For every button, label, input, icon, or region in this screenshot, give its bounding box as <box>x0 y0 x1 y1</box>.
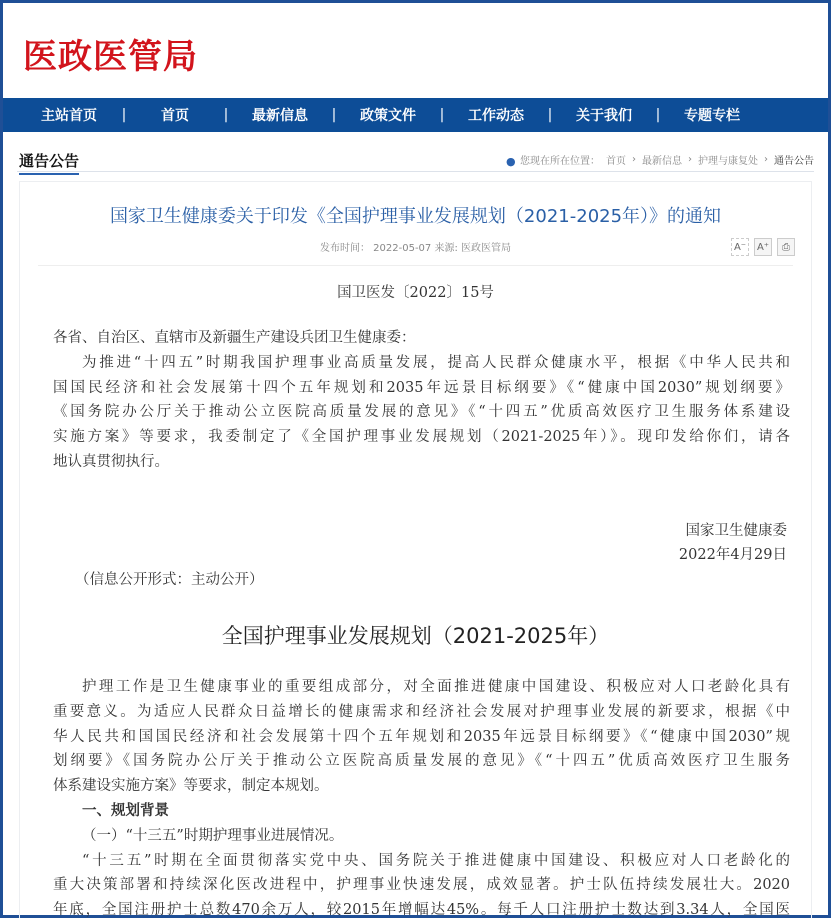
notice-body <box>53 326 790 475</box>
plan-body <box>53 675 790 918</box>
body-line: 重要意义。为适应人民群众日益增长的健康需求和经济社会发展对护理事业发展的新要求，根据《中 <box>53 703 790 720</box>
article-meta: 发布时间： 2022-05-07 来源: 医政医管局 <box>319 243 512 254</box>
body-line: 体系建设实施方案》等要求，制定本规划。 <box>53 778 329 795</box>
chevron-right-icon: › <box>632 154 636 165</box>
signer: 国家卫生健康委 <box>685 523 787 539</box>
body-line: 划纲要》《国务院办公厅关于推动公立医院高质量发展的意见》《“十四五”优质高效医疗卫生服务 <box>53 753 790 770</box>
body-line: 国国民经济和社会发展第十四个五年规划和2035年远景目标纲要》《“健康中国2030”规划纲要》 <box>53 379 790 396</box>
body-line: “十三五”时期在全面贯彻落实党中央、国务院关于推进健康中国建设、积极应对人口老龄化的 <box>82 852 790 869</box>
body-line: 为推进“十四五”时期我国护理事业高质量发展，提高人民群众健康水平，根据《中华人民共和 <box>82 354 790 371</box>
disclosure-form: （信息公开形式：主动公开） <box>75 572 264 588</box>
section-title: 通告公告 <box>19 150 79 175</box>
nav-latest[interactable]: 最新信息 <box>252 108 308 124</box>
body-line: 实施方案》等要求，我委制定了《全国护理事业发展规划（2021-2025年）》。现印发给你们，请各 <box>53 429 790 446</box>
breadcrumb-current: 通告公告 <box>774 156 814 167</box>
body-line: 护理工作是卫生健康事业的重要组成部分，对全面推进健康中国建设、积极应对人口老龄化具有 <box>82 679 790 695</box>
section-heading: 一、规划背景 <box>82 802 169 819</box>
nav-separator: | <box>439 107 445 123</box>
addressee: 各省、自治区、直辖市及新疆生产建设兵团卫生健康委： <box>53 330 416 346</box>
nav-separator: | <box>121 107 127 123</box>
body-line: 华人民共和国国民经济和社会发展第十四个五年规划和2035年远景目标纲要》《“健康中国2030”规 <box>53 728 790 745</box>
sign-date: 2022年4月29日 <box>678 547 787 563</box>
body-line: 年底，全国注册护士总数470余万人，较2015年增幅达45%。每千人口注册护士数达到3.34人，全国医 <box>53 902 790 918</box>
nav-topics[interactable]: 专题专栏 <box>684 108 740 124</box>
article-title: 国家卫生健康委关于印发《全国护理事业发展规划（2021-2025年）》的通知 <box>109 206 722 227</box>
nav-about[interactable]: 关于我们 <box>576 108 632 124</box>
subsection-heading: （一）“十三五”时期护理事业进展情况。 <box>82 827 344 844</box>
print-icon[interactable]: ⎙ <box>777 238 795 256</box>
font-larger-button[interactable]: A⁺ <box>754 238 772 256</box>
body-line: 地认真贯彻执行。 <box>53 453 169 470</box>
main-nav <box>3 98 828 132</box>
chevron-right-icon: › <box>688 154 692 165</box>
nav-main-home[interactable]: 主站首页 <box>41 108 97 124</box>
body-line: 重大决策部署和持续深化医改进程中，护理事业快速发展，成效显著。护士队伍持续发展壮大。2020 <box>53 877 790 894</box>
plan-title: 全国护理事业发展规划（2021-2025年） <box>221 624 610 648</box>
document-number: 国卫医发〔2022〕15号 <box>337 285 494 301</box>
location-pin-icon: ● <box>506 154 516 168</box>
body-line: 《国务院办公厅关于推动公立医院高质量发展的意见》《“十四五”优质高效医疗卫生服务体系建设 <box>53 404 790 421</box>
breadcrumb-latest[interactable]: 最新信息 <box>642 156 682 167</box>
nav-separator: | <box>331 107 337 123</box>
breadcrumb <box>506 152 814 167</box>
nav-policy[interactable]: 政策文件 <box>360 108 416 124</box>
article-card <box>19 181 812 918</box>
breadcrumb-label: 您现在所在位置： <box>520 156 600 167</box>
chevron-right-icon: › <box>764 154 768 165</box>
nav-work[interactable]: 工作动态 <box>468 108 524 124</box>
nav-separator: | <box>223 107 229 123</box>
nav-home[interactable]: 首页 <box>161 108 189 124</box>
breadcrumb-home[interactable]: 首页 <box>606 156 626 167</box>
nav-separator: | <box>655 107 661 123</box>
section-header <box>17 148 814 172</box>
breadcrumb-nursing[interactable]: 护理与康复处 <box>698 156 758 167</box>
nav-separator: | <box>547 107 553 123</box>
site-logo[interactable]: 医政医管局 <box>23 37 198 77</box>
divider <box>38 265 793 266</box>
article-tools <box>731 238 795 256</box>
font-smaller-button[interactable]: A⁻ <box>731 238 749 256</box>
